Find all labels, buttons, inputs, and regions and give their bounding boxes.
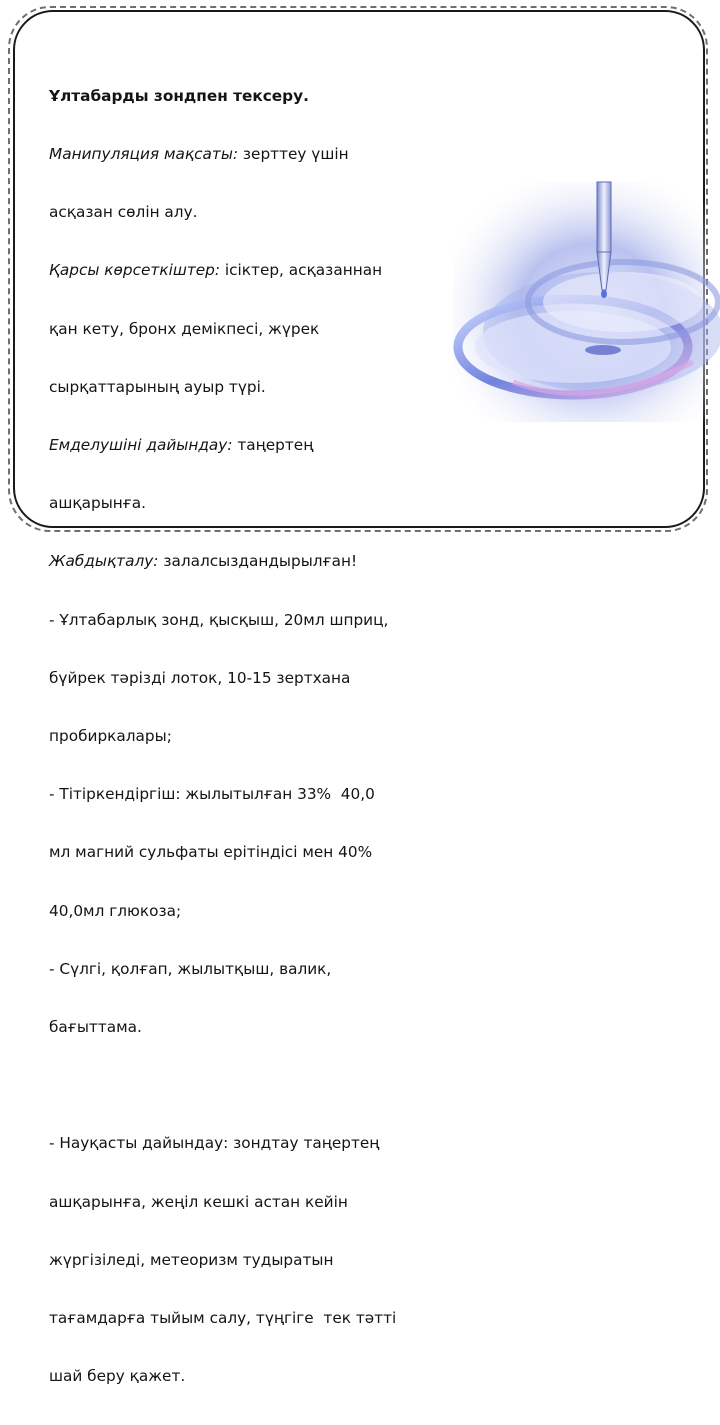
text-line-label: Емделушіні дайындау: <box>49 436 233 455</box>
text-line-body: таңертең <box>232 436 314 455</box>
text-line <box>49 669 459 688</box>
text-line <box>49 960 459 979</box>
text-line-body: зерттеу үшін <box>238 145 349 164</box>
text-line <box>49 436 459 455</box>
text-line-body: - Ұлтабарлық зонд, қысқыш, 20мл шприц, <box>49 610 389 629</box>
text-line-body: бағыттама. <box>49 1018 142 1037</box>
text-line-body: - Науқасты дайындау: зондтау таңертең <box>49 1134 380 1153</box>
text-line <box>49 1134 459 1153</box>
text-line-body: пробиркалары; <box>49 727 172 746</box>
text-line <box>49 1309 459 1328</box>
text-line-body: мл магний сульфаты ерітіндісі мен 40% <box>49 843 373 862</box>
content-card <box>13 10 705 1386</box>
text-line <box>49 1076 459 1095</box>
text-line-body: сырқаттарының ауыр түрі. <box>49 377 266 396</box>
text-line-body: бүйрек тәрізді лоток, 10-15 зертхана <box>49 668 351 687</box>
text-line-body: асқазан сөлін алу. <box>49 203 198 222</box>
text-line <box>49 494 459 513</box>
text-line-body: 40,0мл глюкоза; <box>49 901 182 920</box>
text-line-body: ашқарынға, жеңіл кешкі астан кейін <box>49 1192 348 1211</box>
text-line-body: шай беру қажет. <box>49 1367 186 1386</box>
text-line <box>49 320 459 339</box>
text-line <box>49 902 459 921</box>
pipette-petri-dish-image <box>453 182 705 422</box>
procedure-text <box>49 48 459 1425</box>
text-line <box>49 1367 459 1386</box>
text-line-body: - Сүлгі, қолғап, жылытқыш, валик, <box>49 959 332 978</box>
text-line-body: тағамдарға тыйым салу, түңгіге тек тәтті <box>49 1309 397 1328</box>
text-line-body: ашқарынға. <box>49 494 147 513</box>
text-line-label: Манипуляция мақсаты: <box>49 145 239 164</box>
text-line <box>49 843 459 862</box>
text-line <box>49 1251 459 1270</box>
text-line-label: Қарсы көрсеткіштер: <box>49 261 221 280</box>
text-line-body: қан кету, бронх демікпесі, жүрек <box>49 319 320 338</box>
text-line <box>49 785 459 804</box>
text-line <box>49 1193 459 1212</box>
text-line-body: залалсыздандырылған! <box>158 552 358 571</box>
text-line <box>49 203 459 222</box>
text-line <box>49 145 459 164</box>
text-line <box>49 1018 459 1037</box>
text-line <box>49 611 459 630</box>
text-line <box>49 261 459 280</box>
text-line-body: жүргізіледі, метеоризм тудыратын <box>49 1250 334 1269</box>
text-line-body: ісіктер, асқазаннан <box>220 261 383 280</box>
text-line-body: - Тітіркендіргіш: жылытылған 33% 40,0 <box>49 785 375 804</box>
text-line <box>49 378 459 397</box>
text-line-label: Жабдықталу: <box>49 552 159 571</box>
slide-title: Ұлтабарды зондпен тексеру. <box>49 86 309 105</box>
text-line <box>49 552 459 571</box>
text-line <box>49 727 459 746</box>
